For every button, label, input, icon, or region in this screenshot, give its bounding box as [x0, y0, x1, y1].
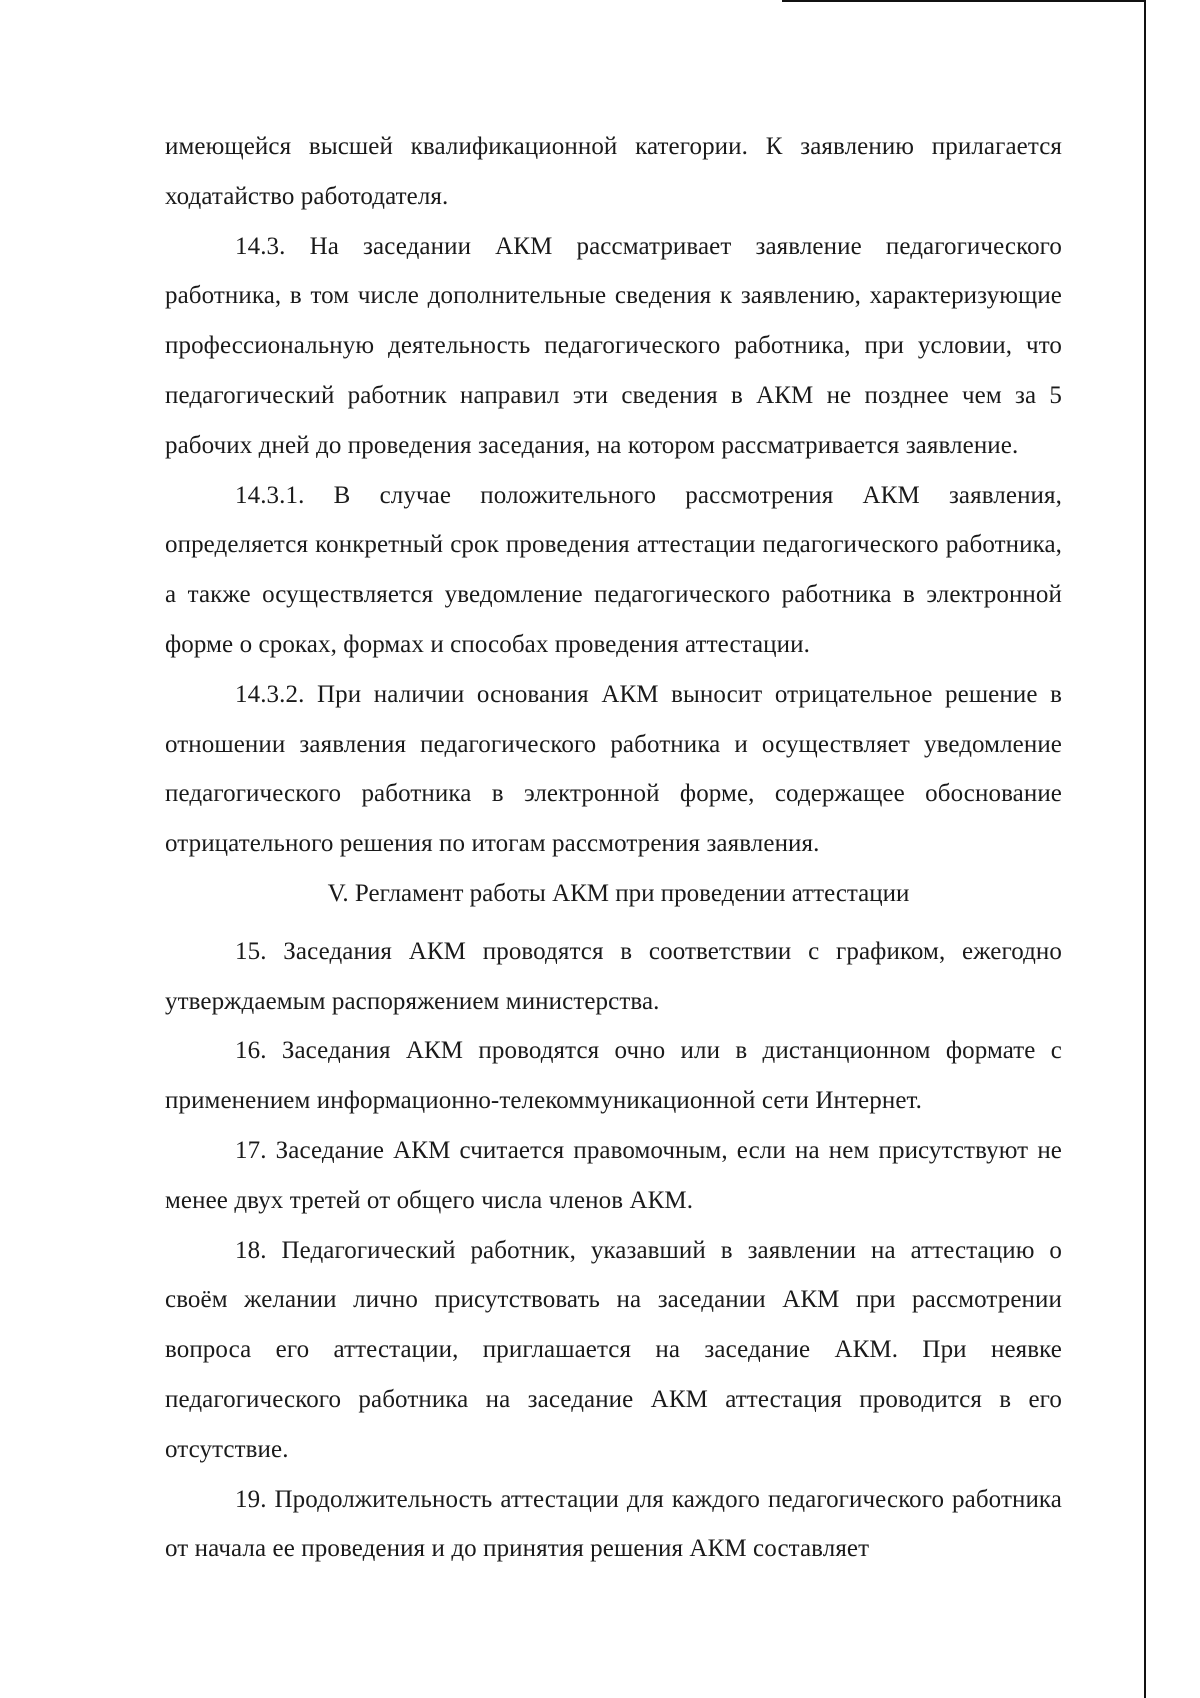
section-heading: V. Регламент работы АКМ при проведении аттестации [327, 879, 910, 907]
scan-border-right [1144, 0, 1146, 1698]
paragraph-17: 17. Заседание АКМ считается правомочным, если на нем присутствуют не менее двух третей от общего числа членов АКМ. [165, 1136, 1062, 1214]
paragraph-19: 19. Продолжительность аттестации для каждого педагогического работника от начала ее проведения и до принятия решения АКМ составляет [165, 1485, 1062, 1563]
scan-border-top [782, 0, 1144, 2]
paragraph-14-3-1: 14.3.1. В случае положительного рассмотрения АКМ заявления, определяется конкретный срок проведения аттестации педагогического работника, а также осуществляется уведомление педагогического работника в электронной форме о сроках, формах и способах проведения аттестации. [165, 481, 1062, 658]
paragraph-continuation: имеющейся высшей квалификационной категории. К заявлению прилагается ходатайство работодателя. [165, 133, 1062, 210]
paragraph-18: 18. Педагогический работник, указавший в заявлении на аттестацию о своём желании лично присутствовать на заседании АКМ при рассмотрении вопроса его аттестации, приглашается на заседание АКМ. При неявке педагогического работника на заседание АКМ аттестация проводится в его отсутствие. [165, 1236, 1062, 1463]
paragraph-16: 16. Заседания АКМ проводятся очно или в дистанционном формате с применением информационно-телекоммуникационной сети Интернет. [165, 1037, 1062, 1115]
paragraph-14-3-2: 14.3.2. При наличии основания АКМ выносит отрицательное решение в отношении заявления педагогического работника и осуществляет уведомление педагогического работника в электронной форме, содержащее обоснование отрицательного решения по итогам рассмотрения заявления. [165, 680, 1062, 858]
document-body [165, 122, 1062, 1574]
paragraph-15: 15. Заседания АКМ проводятся в соответствии с графиком, ежегодно утверждаемым распоряжением министерства. [165, 937, 1062, 1015]
paragraph-14-3: 14.3. На заседании АКМ рассматривает заявление педагогического работника, в том числе дополнительные сведения к заявлению, характеризующие профессиональную деятельность педагогического работника, при условии, что педагогический работник направил эти сведения в АКМ не позднее чем за 5 рабочих дней до проведения заседания, на котором рассматривается заявление. [165, 232, 1062, 459]
